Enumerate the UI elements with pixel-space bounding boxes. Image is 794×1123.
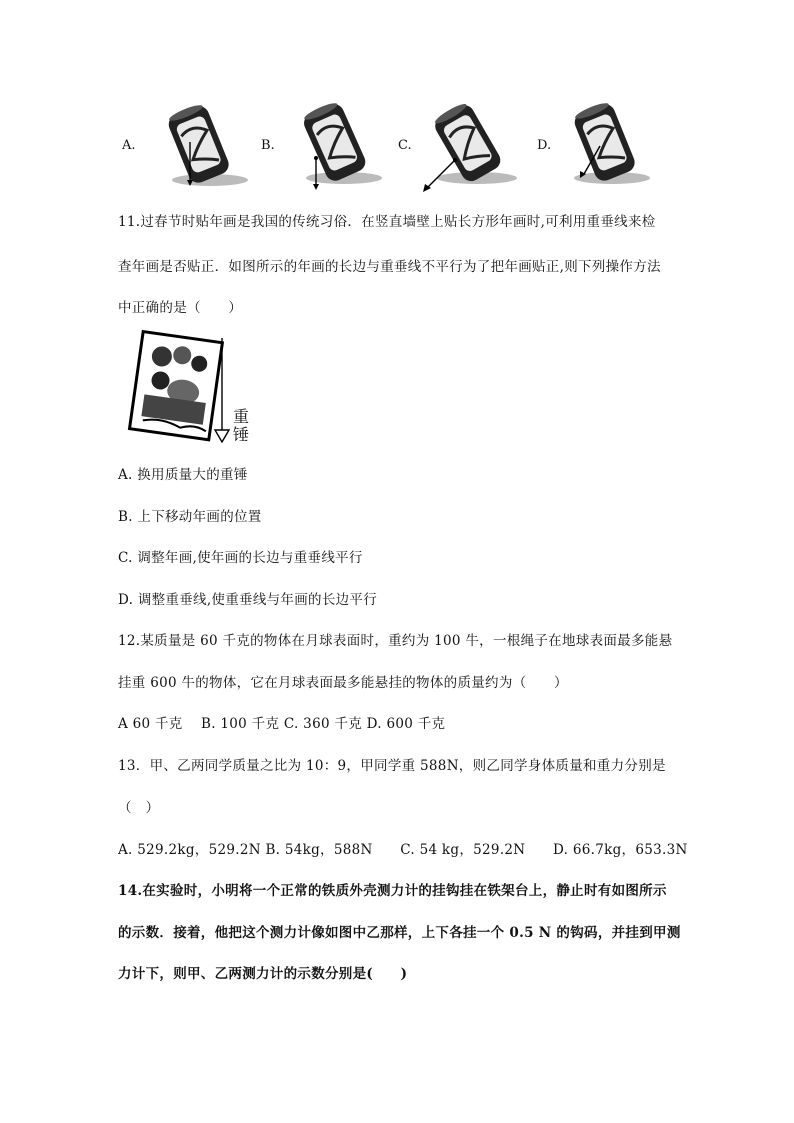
q13-options: A. 529.2kg，529.2N B. 54kg，588N C. 54 kg，529.2N D. 66.7kg，653.3N: [118, 842, 688, 858]
figure-label-c: C.: [398, 138, 412, 153]
q13-line-1: 13．甲、乙两同学质量之比为 10：9，甲同学重 588N，则乙同学身体质量和重力分别是: [118, 758, 666, 774]
q13-line-2: （ ）: [118, 800, 160, 816]
q14-line-2: 的示数．接着，他把这个测力计像如图中乙那样，上下各挂一个 0.5 N 的钩码，并挂到甲测: [118, 925, 681, 941]
q11-line-1: 11.过春节时贴年画是我国的传统习俗．在竖直墙壁上贴长方形年画时,可利用重垂线来检: [118, 214, 656, 230]
q11-option-b: B. 上下移动年画的位置: [118, 509, 262, 525]
figure-label-b: B.: [261, 138, 275, 153]
q14-line-3: 力计下，则甲、乙两测力计的示数分别是( ): [118, 966, 408, 982]
q11-option-c: C. 调整年画,使年画的长边与重垂线平行: [118, 550, 363, 566]
q11-line-3: 中正确的是（ ）: [118, 300, 243, 316]
q11-option-a: A. 换用质量大的重锤: [118, 467, 248, 483]
q12-line-1: 12.某质量是 60 千克的物体在月球表面时，重约为 100 牛，一根绳子在地球表面最多能悬: [118, 633, 673, 649]
q12-options: A 60 千克 B. 100 千克 C. 360 千克 D. 600 千克: [118, 716, 446, 732]
q12-line-2: 挂重 600 牛的物体，它在月球表面最多能悬挂的物体的质量约为（ ）: [118, 675, 568, 691]
can-figure-a: [150, 100, 250, 190]
q14-line-1: 14.在实验时，小明将一个正常的铁质外壳测力计的挂钩挂在铁架台上，静止时有如图所示: [118, 883, 667, 899]
can-figure-c: [415, 98, 525, 194]
can-figure-b: [286, 98, 386, 190]
q11-line-2: 查年画是否贴正．如图所示的年画的长边与重垂线不平行为了把年画贴正,则下列操作方法: [118, 259, 661, 275]
can-figure-d: [556, 98, 656, 190]
plumb-weight-label: 重锤: [233, 407, 250, 444]
figure-label-d: D.: [537, 138, 552, 153]
figure-label-a: A.: [122, 138, 136, 153]
q11-option-d: D. 调整重垂线,使重垂线与年画的长边平行: [118, 592, 378, 608]
